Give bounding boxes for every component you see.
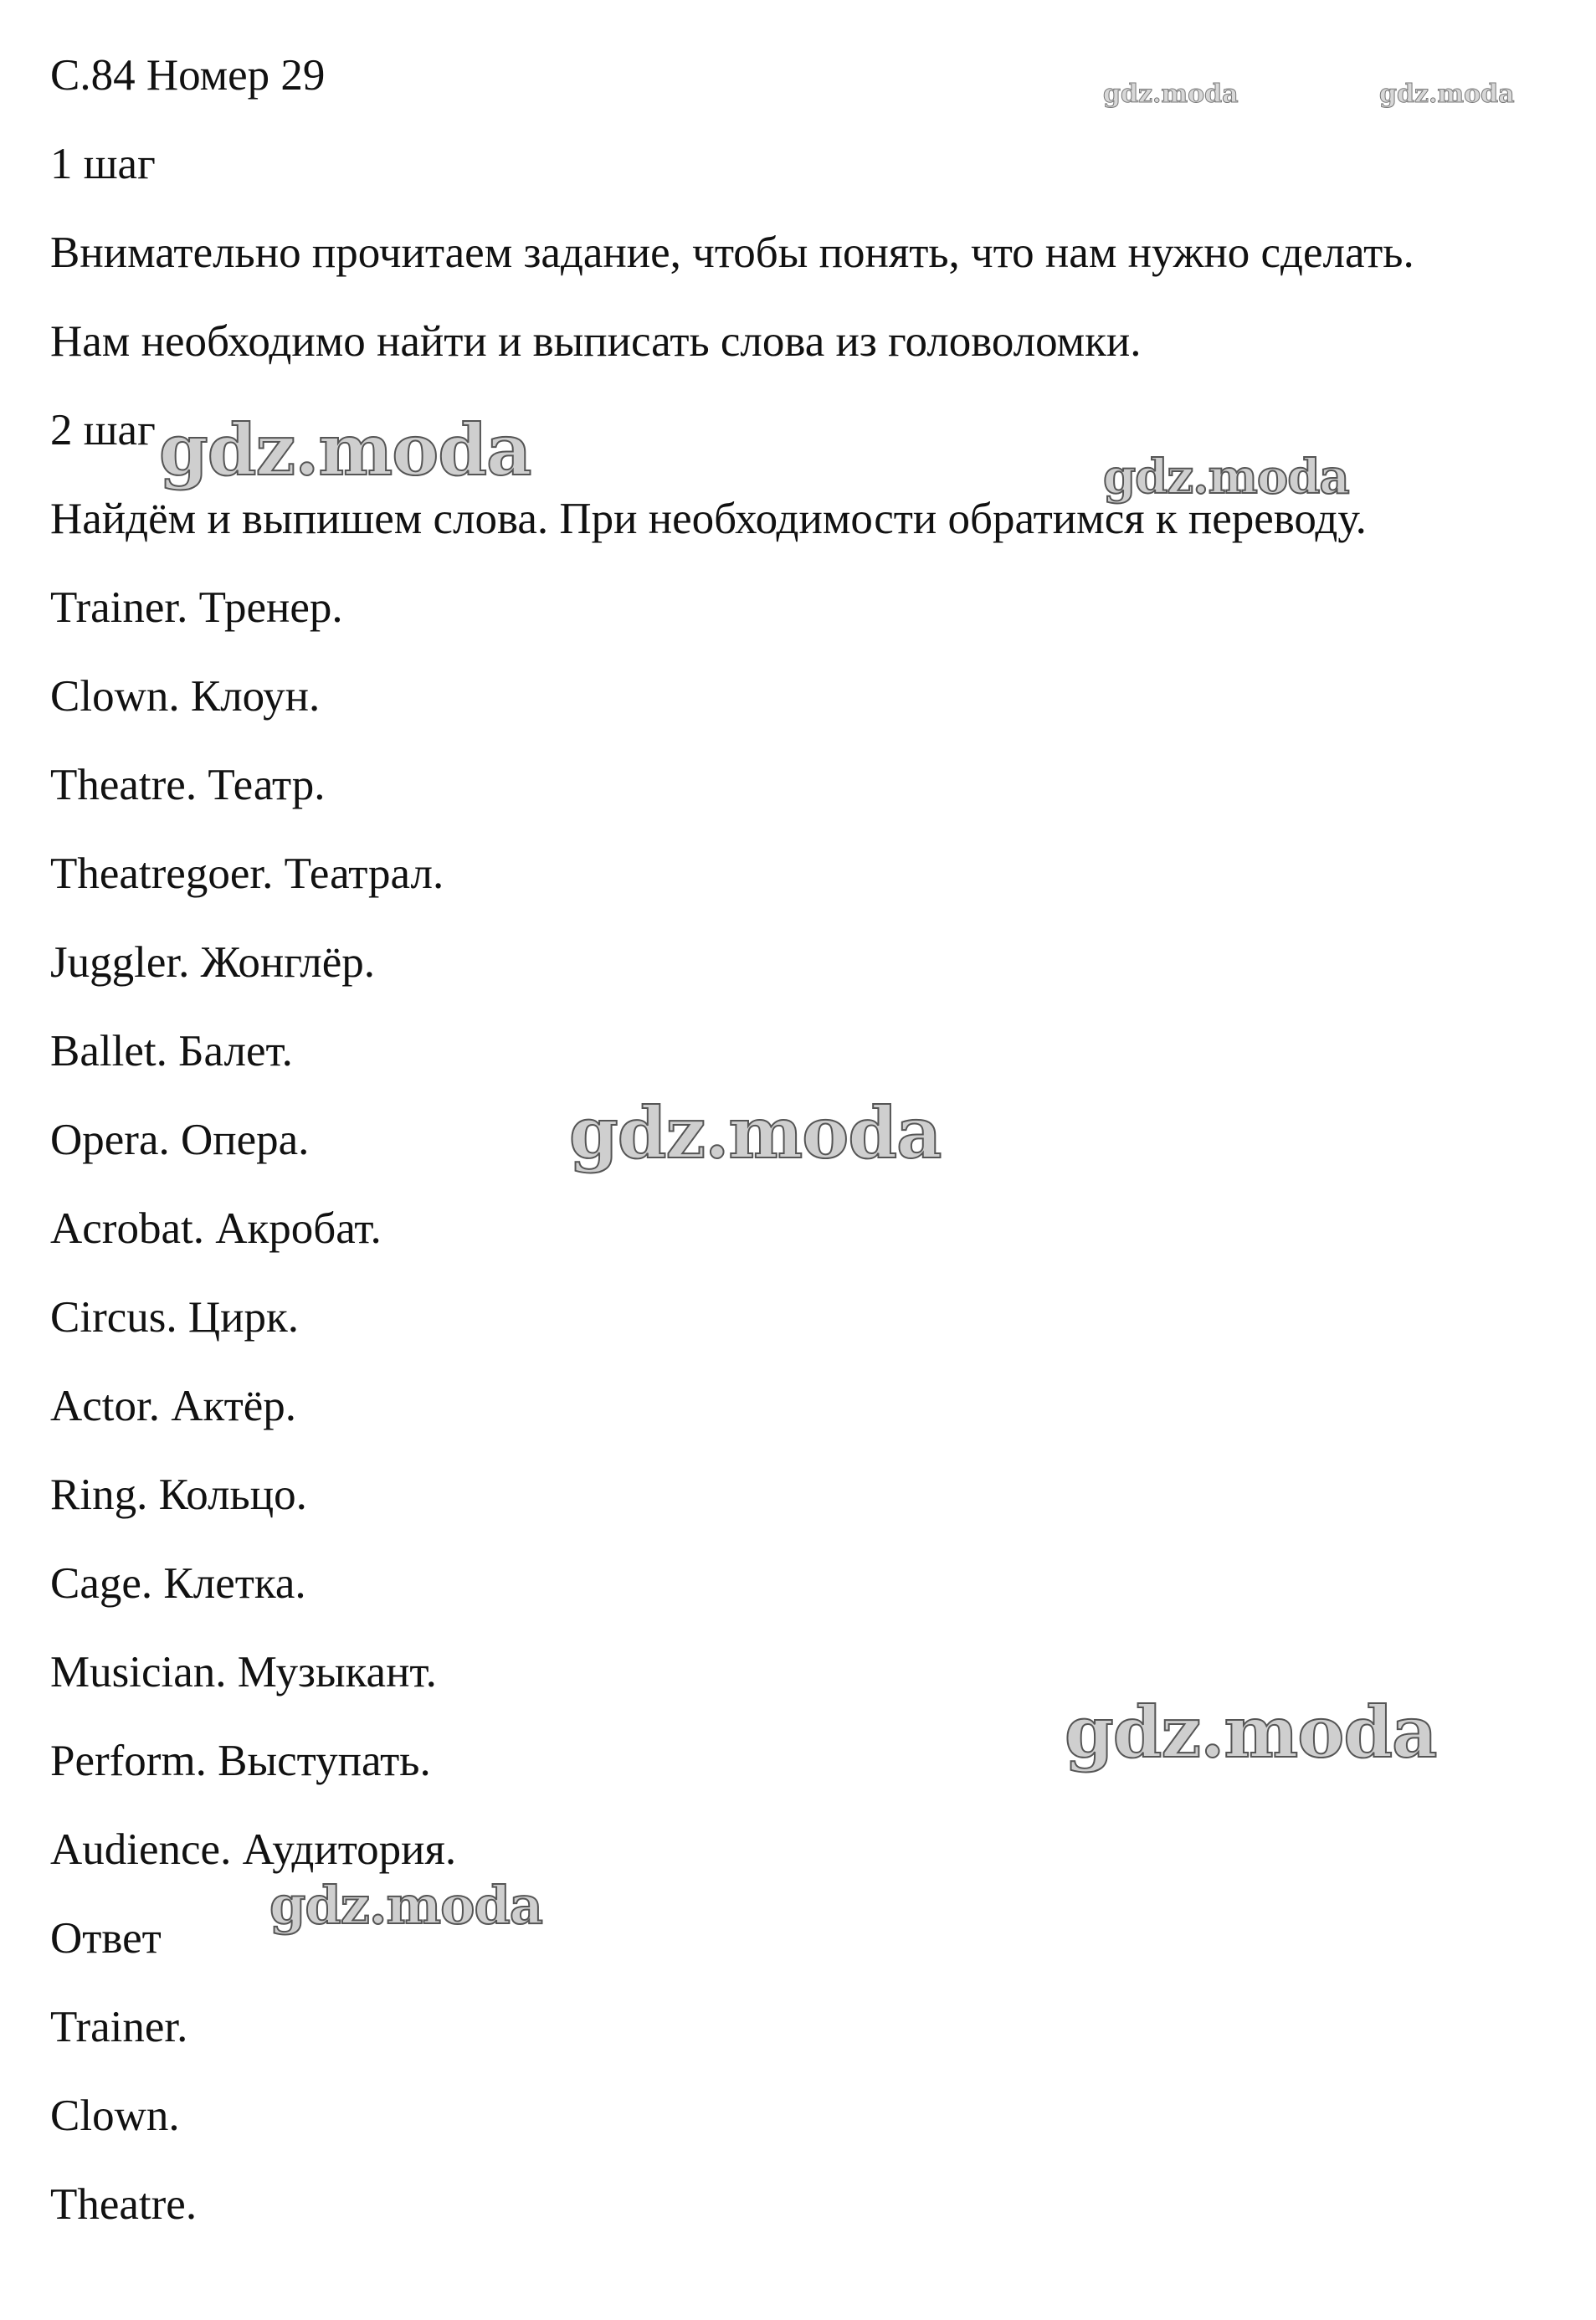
word-pair: Theatre. Театр. xyxy=(50,761,326,809)
word-pair: Actor. Актёр. xyxy=(50,1382,297,1430)
step-2-label: 2 шаг xyxy=(50,406,156,454)
answer-heading: Ответ xyxy=(50,1914,162,1963)
paragraph: Нам необходимо найти и выписать слова из головоломки. xyxy=(50,317,1142,366)
watermark: gdz.moda xyxy=(1103,449,1349,505)
word-pair: Circus. Цирк. xyxy=(50,1293,300,1342)
watermark: gdz.moda xyxy=(1103,80,1239,109)
word-pair: Theatregoer. Театрал. xyxy=(50,849,444,898)
answer-word: Clown. xyxy=(50,2092,180,2140)
word-pair: Clown. Клоун. xyxy=(50,672,321,721)
watermark: gdz.moda xyxy=(1065,1691,1437,1773)
word-pair: Ballet. Балет. xyxy=(50,1027,293,1075)
word-pair: Acrobat. Акробат. xyxy=(50,1204,382,1253)
watermark: gdz.moda xyxy=(269,1875,542,1936)
word-pair: Audience. Аудитория. xyxy=(50,1825,457,1874)
word-pair: Trainer. Тренер. xyxy=(50,583,343,632)
answer-word: Trainer. xyxy=(50,2003,188,2051)
paragraph: Внимательно прочитаем задание, чтобы понять, что нам нужно сделать. xyxy=(50,228,1414,277)
step-1-label: 1 шаг xyxy=(50,140,156,188)
word-pair: Perform. Выступать. xyxy=(50,1737,431,1785)
page-heading: С.84 Номер 29 xyxy=(50,51,326,100)
paragraph: Найдём и выпишем слова. При необходимости обратимся к переводу. xyxy=(50,495,1367,543)
answer-word: Theatre. xyxy=(50,2180,198,2229)
watermark: gdz.moda xyxy=(569,1091,942,1174)
word-pair: Musician. Музыкант. xyxy=(50,1648,437,1696)
word-pair: Ring. Кольцо. xyxy=(50,1471,307,1519)
watermark: gdz.moda xyxy=(159,408,531,491)
watermark: gdz.moda xyxy=(1379,80,1515,109)
word-pair: Cage. Клетка. xyxy=(50,1559,306,1608)
word-pair: Opera. Опера. xyxy=(50,1116,310,1164)
word-pair: Juggler. Жонглёр. xyxy=(50,938,376,987)
